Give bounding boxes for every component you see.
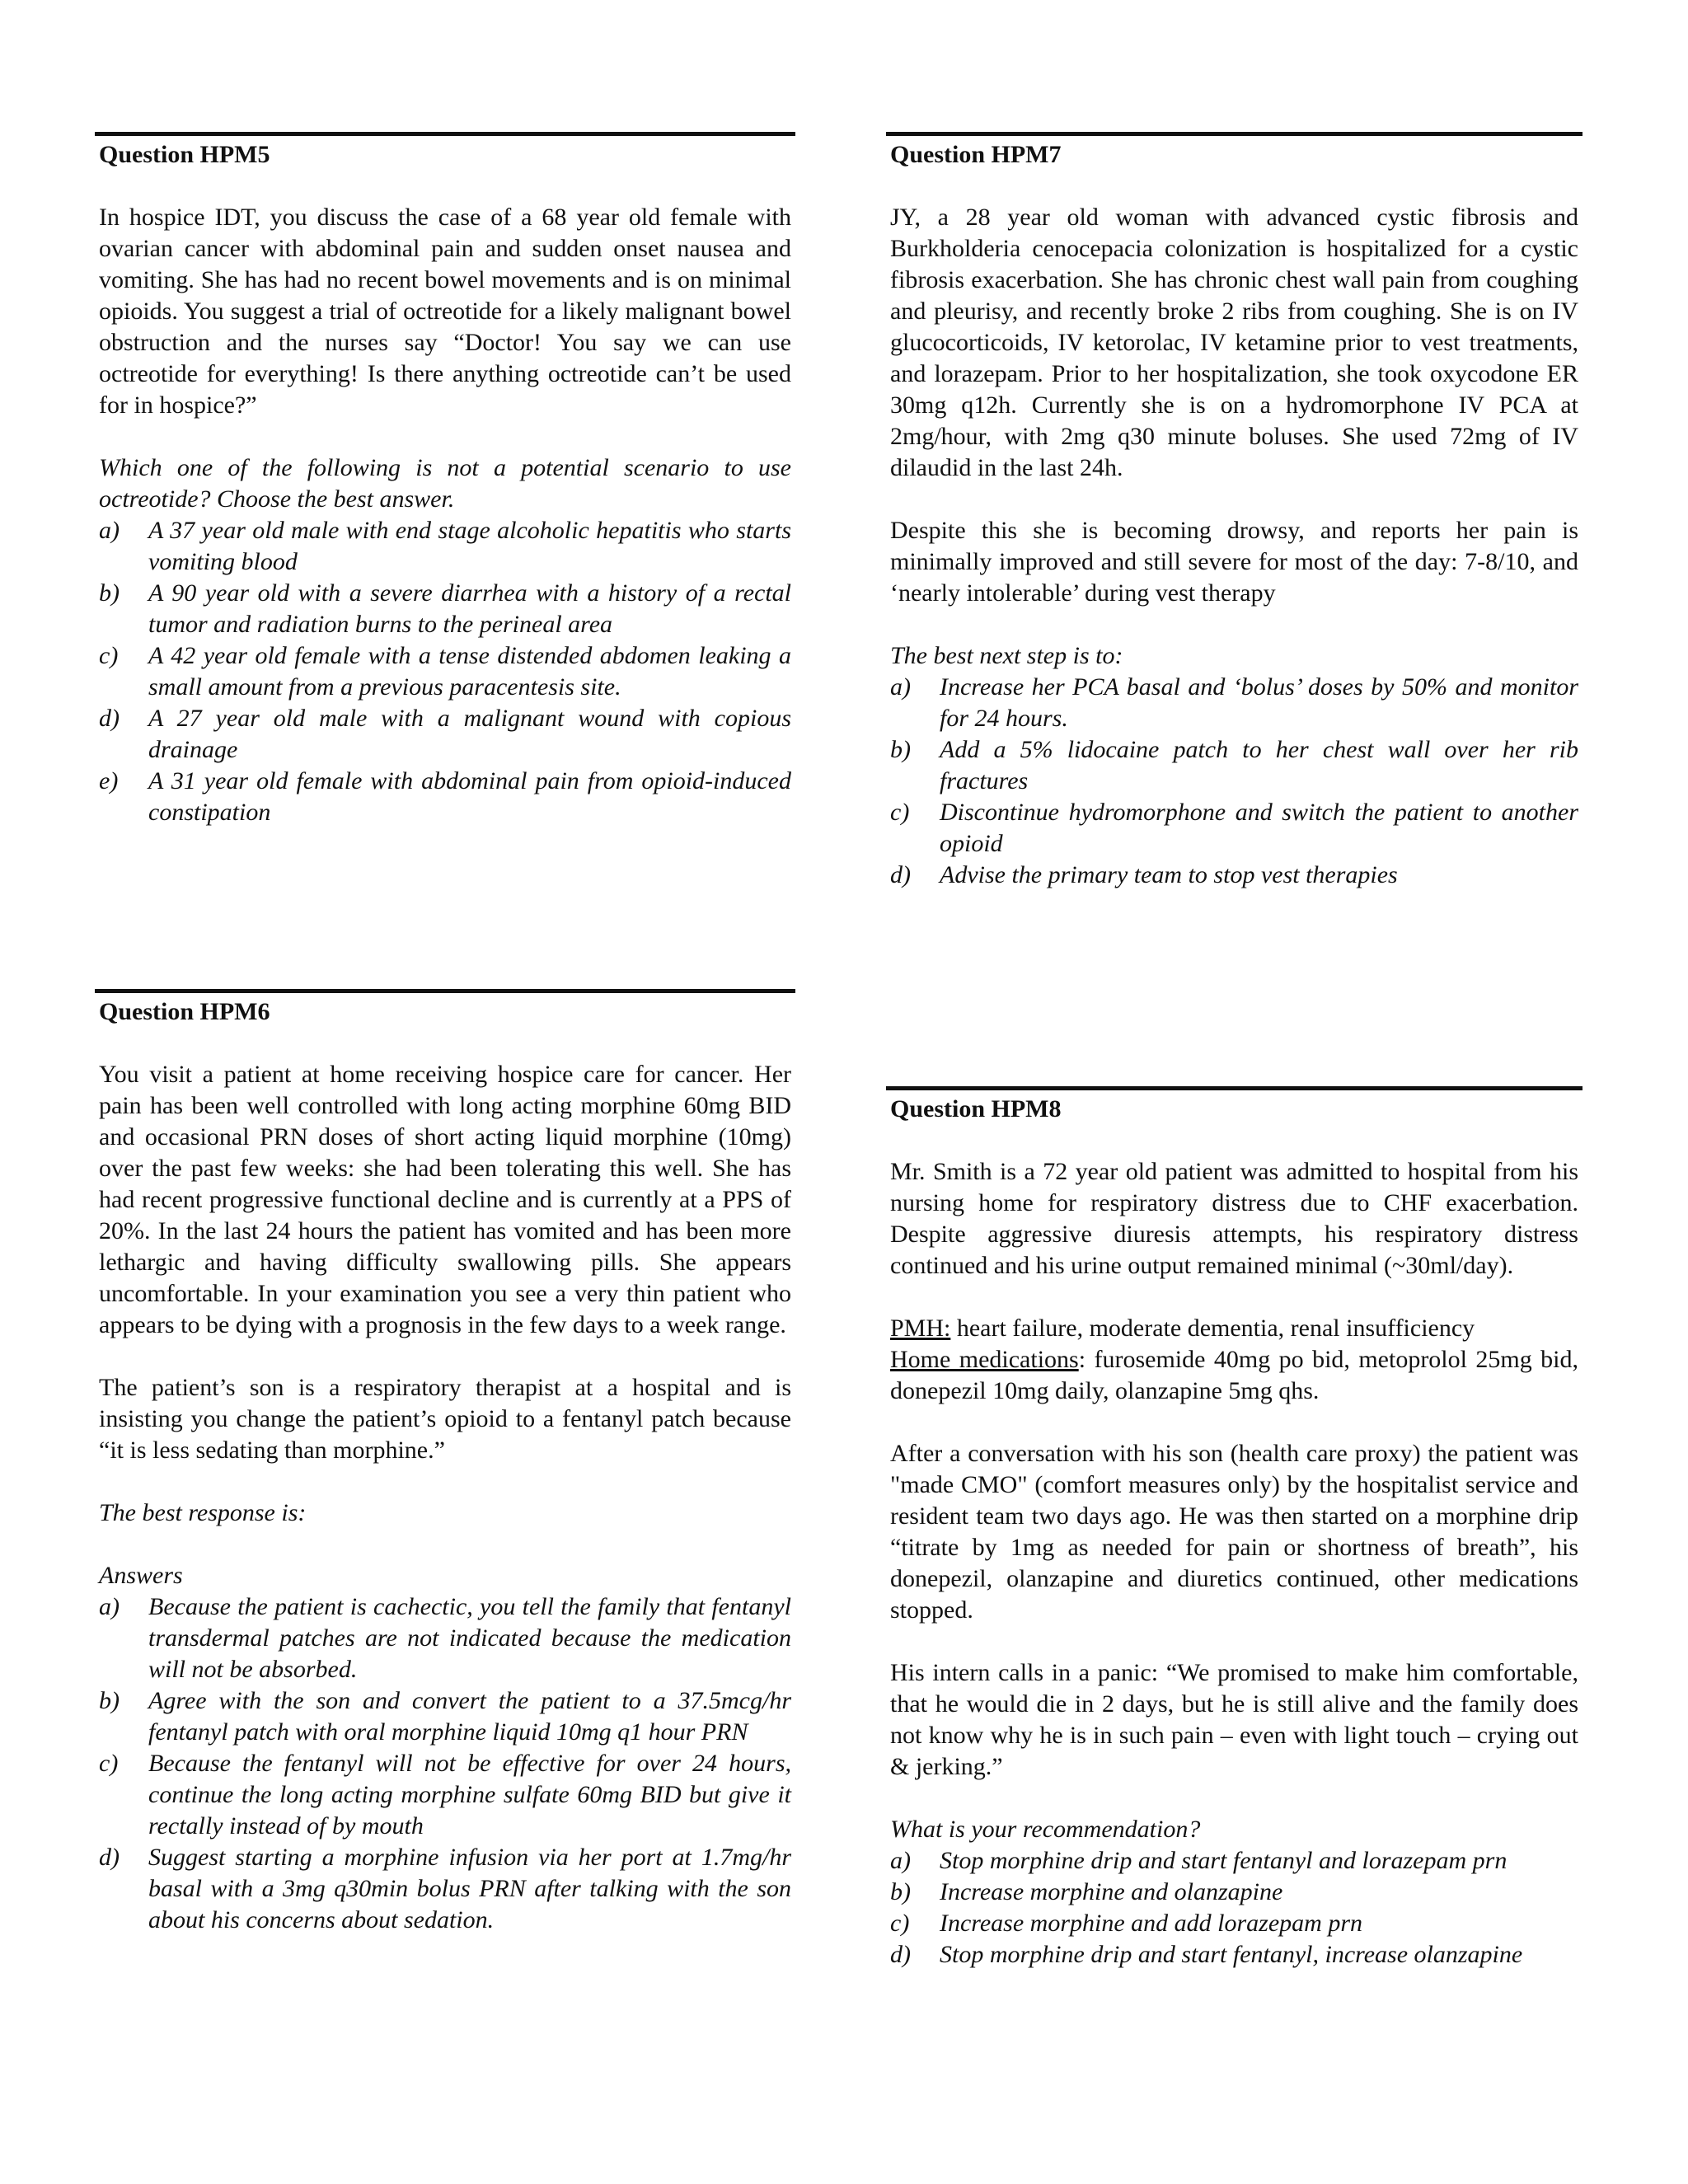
question-prompt: The best response is: [99,1499,307,1526]
answer-option-e [99,766,791,828]
home-medications [890,1344,1578,1407]
option-letter: b) [99,1687,120,1714]
option-text: Stop morphine drip and start fentanyl and lorazepam prn [940,1847,1507,1874]
option-text: Because the patient is cachectic, you tell the family that fentanyl transdermal patches are not indicated because the medication will not be absorbed. [148,1593,791,1683]
question-stem: Mr. Smith is a 72 year old patient was admitted to hospital from his nursing home for respiratory distress due to CHF exacerbation. Despite aggressive diuresis attempts, his respiratory distress continued and his urine output remained minimal (~30ml/day). [890,1158,1578,1279]
answer-option-c [99,1748,791,1842]
option-letter: d) [99,1844,120,1871]
question-hpm8 [886,1086,1582,2069]
question-hpm5 [95,132,795,828]
question-stem: In hospice IDT, you discuss the case of a 68 year old female with ovarian cancer with abdominal pain and sudden onset nausea and vomiting. She has had no recent bowel movements and is on minimal opioids. You suggest a trial of octreotide for a likely malignant bowel obstruction and the nurses say “Doctor! You say we can use octreotide for everything! Is there anything octreotide can’t be used for in hospice?” [99,204,791,419]
option-text: Increase her PCA basal and ‘bolus’ doses by 50% and monitor for 24 hours. [940,673,1578,732]
answer-option-c [99,640,791,703]
option-letter: e) [99,767,119,794]
answer-option-a [890,672,1578,734]
option-text: A 31 year old female with abdominal pain from opioid-induced constipation [148,767,791,826]
answer-option-a [99,515,791,578]
question-prompt: The best next step is to: [890,642,1123,669]
past-medical-history [890,1313,1578,1344]
answer-option-c [890,1908,1578,1939]
answer-option-b [99,1685,791,1748]
section-divider [95,132,795,136]
option-letter: b) [890,736,911,763]
section-divider [95,989,795,993]
question-title: Question HPM6 [99,998,270,1025]
answer-option-a [890,1845,1578,1877]
answer-option-d [890,1939,1578,1971]
option-text: A 27 year old male with a malignant wound with copious drainage [148,705,791,763]
answer-option-b [890,1877,1578,1908]
meds-text: : furosemide 40mg po bid, metoprolol 25mg bid, donepezil 10mg daily, olanzapine 5mg qhs. [890,1346,1579,1404]
question-hpm6 [95,989,795,1936]
pmh-text: heart failure, moderate dementia, renal insufficiency [950,1315,1475,1342]
option-letter: c) [99,642,119,669]
option-letter: a) [890,1847,911,1874]
question-title: Question HPM8 [890,1095,1062,1122]
question-title: Question HPM5 [99,141,270,168]
option-letter: d) [890,1941,911,1968]
pmh-label: PMH: [890,1315,951,1342]
option-text: A 37 year old male with end stage alcoholic hepatitis who starts vomiting blood [148,517,791,575]
answer-options [99,515,791,828]
option-letter: d) [890,861,911,888]
answer-option-c [890,797,1578,860]
question-prompt: Which one of the following is not a potential scenario to use octreotide? Choose the best answer. [99,454,791,513]
question-title: Question HPM7 [890,141,1062,168]
option-text: Suggest starting a morphine infusion via her port at 1.7mg/hr basal with a 3mg q30min bolus PRN after talking with the son about his concerns about sedation. [148,1844,791,1933]
option-text: Because the fentanyl will not be effective for over 24 hours, continue the long acting morphine sulfate 60mg BID but give it rectally instead of by mouth [148,1750,791,1840]
option-text: Increase morphine and olanzapine [940,1878,1283,1905]
answer-option-b [890,734,1578,797]
section-divider [886,132,1582,136]
answer-options [99,1591,791,1936]
answer-option-d [99,1842,791,1936]
meds-label: Home medications [890,1346,1079,1373]
question-stem-continued: The patient’s son is a respiratory therapist at a hospital and is insisting you change the patient’s opioid to a fentanyl patch because “it is less sedating than morphine.” [99,1374,791,1464]
option-letter: a) [890,673,911,701]
option-letter: c) [890,799,910,826]
answers-label: Answers [99,1562,183,1589]
option-text: A 42 year old female with a tense distended abdomen leaking a small amount from a previous paracentesis site. [148,642,791,701]
answer-option-d [99,703,791,766]
question-prompt: What is your recommendation? [890,1816,1201,1843]
option-text: A 90 year old with a severe diarrhea with a history of a rectal tumor and radiation burns to the perineal area [148,579,791,638]
option-letter: c) [99,1750,119,1777]
option-text: Stop morphine drip and start fentanyl, increase olanzapine [940,1941,1523,1968]
option-letter: c) [890,1910,910,1937]
question-stem-intern-call: His intern calls in a panic: “We promised to make him comfortable, that he would die in 2 days, but he is still alive and the family does not know why he is in such pain – even with light touch – crying out & jerking.” [890,1659,1578,1780]
answer-options [890,1845,1578,1971]
option-letter: d) [99,705,120,732]
question-stem-continued: After a conversation with his son (health care proxy) the patient was "made CMO" (comfort measures only) by the hospitalist service and resident team two days ago. He was then started on a morphine drip “titrate by 1mg as needed for pain or shortness of breath”, his donepezil, olanzapine and diuretics continued, other medications stopped. [890,1440,1578,1624]
option-text: Agree with the son and convert the patient to a 37.5mcg/hr fentanyl patch with oral morphine liquid 10mg q1 hour PRN [148,1687,791,1746]
option-text: Discontinue hydromorphone and switch the patient to another opioid [940,799,1578,857]
question-stem-continued: Despite this she is becoming drowsy, and reports her pain is minimally improved and still severe for most of the day: 7-8/10, and ‘nearly intolerable’ during vest therapy [890,517,1578,607]
option-letter: a) [99,1593,120,1620]
answer-options [890,672,1578,891]
question-hpm7 [886,132,1582,891]
option-letter: a) [99,517,120,544]
option-text: Add a 5% lidocaine patch to her chest wall over her rib fractures [940,736,1578,794]
question-stem: You visit a patient at home receiving hospice care for cancer. Her pain has been well controlled with long acting morphine 60mg BID and occasional PRN doses of short acting liquid morphine (10mg) over the past few weeks: she had been tolerating this well. She has had recent progressive functional decline and is currently at a PPS of 20%. In the last 24 hours the patient has vomited and has been more lethargic and having difficulty swallowing pills. She appears uncomfortable. In your examination you see a very thin patient who appears to be dying with a prognosis in the few days to a week range. [99,1061,791,1338]
answer-option-b [99,578,791,640]
option-text: Increase morphine and add lorazepam prn [940,1910,1363,1937]
section-divider [886,1086,1582,1090]
answer-option-a [99,1591,791,1685]
answer-option-d [890,860,1578,891]
option-letter: b) [99,579,120,607]
question-stem: JY, a 28 year old woman with advanced cystic fibrosis and Burkholderia cenocepacia colonization is hospitalized for a cystic fibrosis exacerbation. She has chronic chest wall pain from coughing and pleurisy, and recently broke 2 ribs from coughing. She is on IV glucocorticoids, IV ketorolac, IV ketamine prior to vest treatments, and lorazepam. Prior to her hospitalization, she took oxycodone ER 30mg q12h. Currently she is on a hydromorphone IV PCA at 2mg/hour, with 2mg q30 minute boluses. She used 72mg of IV dilaudid in the last 24h. [890,204,1578,481]
option-letter: b) [890,1878,911,1905]
option-text: Advise the primary team to stop vest therapies [940,861,1398,888]
